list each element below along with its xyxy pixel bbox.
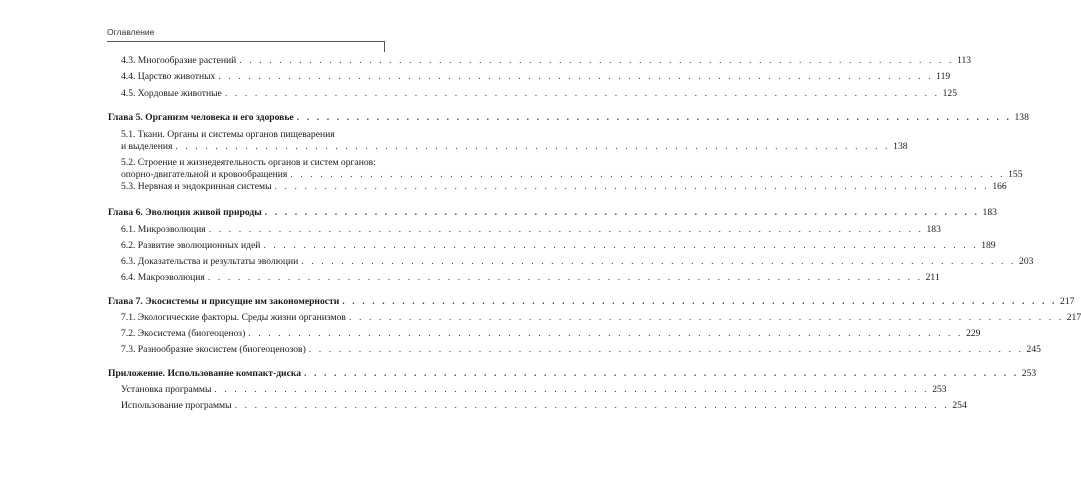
leader-dots: . . . . . . . . . . . . . . . . . . . . . . . . . . . . . . . . . . . . . . . . . . . . . . . . . . . . . . . . . . . . . . . . . . . . . . . .: [175, 141, 891, 152]
toc-entry-title-line1: 5.1. Ткани. Органы и системы органов пищеварения: [121, 129, 335, 140]
toc-entry-title: опорно-двигательной и кровообращения: [121, 169, 288, 180]
toc-entry-title: Использование программы: [121, 400, 232, 411]
toc-entry-page: 155: [1008, 169, 1023, 180]
leader-dots: . . . . . . . . . . . . . . . . . . . . . . . . . . . . . . . . . . . . . . . . . . . . . . . . . . . . . . . . . . . . . . . . . . . . . . . .: [248, 328, 964, 339]
toc-entry: [0, 312, 1081, 324]
toc-entry-page: 217: [1060, 296, 1075, 307]
leader-dots: . . . . . . . . . . . . . . . . . . . . . . . . . . . . . . . . . . . . . . . . . . . . . . . . . . . . . . . . . . . . . . . . . . . . . . . .: [239, 55, 955, 66]
toc-entry: [0, 256, 1034, 268]
toc-entry-title-line1: 5.2. Строение и жизнедеятельность органов и систем органов:: [121, 157, 376, 168]
leader-dots: . . . . . . . . . . . . . . . . . . . . . . . . . . . . . . . . . . . . . . . . . . . . . . . . . . . . . . . . . . . . . . . . . . . . . . . .: [208, 224, 924, 235]
toc-chapter-entry: [0, 368, 1037, 380]
toc-entry-title: 7.3. Разнообразие экосистем (биогеоценозов): [121, 344, 306, 355]
toc-entry: [0, 181, 1007, 193]
toc-entry-page: 183: [926, 224, 941, 235]
toc-entry-page: 189: [981, 240, 996, 251]
toc-entry-title: 5.3. Нервная и эндокринная системы: [121, 181, 272, 192]
toc-entry-title: 4.4. Царство животных: [121, 71, 216, 82]
toc-entry-page: 183: [982, 207, 997, 218]
toc-entry-page: 217: [1066, 312, 1081, 323]
leader-dots: . . . . . . . . . . . . . . . . . . . . . . . . . . . . . . . . . . . . . . . . . . . . . . . . . . . . . . . . . . . . . . . . . . . . . . . .: [342, 296, 1058, 307]
toc-entry-title: 6.3. Доказательства и результаты эволюции: [121, 256, 299, 267]
toc-chapter-title: Глава 6. Эволюция живой природы: [108, 207, 262, 218]
leader-dots: . . . . . . . . . . . . . . . . . . . . . . . . . . . . . . . . . . . . . . . . . . . . . . . . . . . . . . . . . . . . . . . . . . . . . . . .: [264, 207, 980, 218]
leader-dots: . . . . . . . . . . . . . . . . . . . . . . . . . . . . . . . . . . . . . . . . . . . . . . . . . . . . . . . . . . . . . . . . . . . . . . . .: [218, 71, 934, 82]
leader-dots: . . . . . . . . . . . . . . . . . . . . . . . . . . . . . . . . . . . . . . . . . . . . . . . . . . . . . . . . . . . . . . . . . . . . . . . .: [234, 400, 950, 411]
toc-entry-title: 7.2. Экосистема (биогеоценоз): [121, 328, 246, 339]
toc-chapter-title: Приложение. Использование компакт-диска: [108, 368, 302, 379]
toc-entry: [0, 400, 967, 412]
toc-entry-page: 229: [966, 328, 981, 339]
leader-dots: . . . . . . . . . . . . . . . . . . . . . . . . . . . . . . . . . . . . . . . . . . . . . . . . . . . . . . . . . . . . . . . . . . . . . . . .: [308, 344, 1024, 355]
toc-entry-page: 166: [992, 181, 1007, 192]
leader-dots: . . . . . . . . . . . . . . . . . . . . . . . . . . . . . . . . . . . . . . . . . . . . . . . . . . . . . . . . . . . . . . . . . . . . . . . .: [348, 312, 1064, 323]
toc-chapter-title: Глава 5. Организм человека и его здоровье: [108, 112, 294, 123]
toc-entry-title: Установка программы: [121, 384, 212, 395]
toc-entry-title: и выделения: [121, 141, 173, 152]
toc-entry: [0, 55, 972, 67]
leader-dots: . . . . . . . . . . . . . . . . . . . . . . . . . . . . . . . . . . . . . . . . . . . . . . . . . . . . . . . . . . . . . . . . . . . . . . . .: [304, 368, 1019, 379]
toc-entry: [0, 328, 981, 340]
toc-entry-title: 6.1. Микроэволюция: [121, 224, 206, 235]
toc-entry: [0, 344, 1041, 356]
toc-chapter-entry: [0, 207, 997, 219]
toc-entry: [0, 240, 996, 252]
toc-entry-page: 245: [1026, 344, 1041, 355]
toc-entry-page: 138: [893, 141, 908, 152]
toc-entry-page: 119: [936, 71, 951, 82]
toc-entry: [0, 71, 951, 83]
toc-entry-page: 254: [952, 400, 967, 411]
leader-dots: . . . . . . . . . . . . . . . . . . . . . . . . . . . . . . . . . . . . . . . . . . . . . . . . . . . . . . . . . . . . . . . . . . . . . . . .: [274, 181, 990, 192]
toc-entry-page: 113: [957, 55, 972, 66]
toc-chapter-title: Глава 7. Экосистемы и присущие им закономерности: [108, 296, 340, 307]
toc-entry: [0, 157, 1023, 181]
leader-dots: . . . . . . . . . . . . . . . . . . . . . . . . . . . . . . . . . . . . . . . . . . . . . . . . . . . . . . . . . . . . . . . . . . . . . . . .: [301, 256, 1017, 267]
leader-dots: . . . . . . . . . . . . . . . . . . . . . . . . . . . . . . . . . . . . . . . . . . . . . . . . . . . . . . . . . . . . . . . . . . . . . . . .: [263, 240, 979, 251]
toc-entry: [0, 129, 908, 153]
leader-dots: . . . . . . . . . . . . . . . . . . . . . . . . . . . . . . . . . . . . . . . . . . . . . . . . . . . . . . . . . . . . . . . . . . . . . . . .: [290, 169, 1006, 180]
running-head-title: Оглавление: [107, 27, 155, 37]
toc-entry-page: 203: [1019, 256, 1034, 267]
toc-entry: [0, 224, 941, 236]
toc-entry: [0, 272, 940, 284]
toc-entry: [0, 384, 947, 396]
toc-entry-page: 138: [1014, 112, 1029, 123]
leader-dots: . . . . . . . . . . . . . . . . . . . . . . . . . . . . . . . . . . . . . . . . . . . . . . . . . . . . . . . . . . . . . . . . . . . . . . . .: [224, 88, 940, 99]
toc-entry-page: 253: [1021, 368, 1037, 379]
leader-dots: . . . . . . . . . . . . . . . . . . . . . . . . . . . . . . . . . . . . . . . . . . . . . . . . . . . . . . . . . . . . . . . . . . . . . . . .: [207, 272, 923, 283]
toc-entry-title: 6.2. Развитие эволюционных идей: [121, 240, 261, 251]
toc-entry-title: 4.5. Хордовые животные: [121, 88, 222, 99]
toc-entry: [0, 88, 957, 100]
leader-dots: . . . . . . . . . . . . . . . . . . . . . . . . . . . . . . . . . . . . . . . . . . . . . . . . . . . . . . . . . . . . . . . . . . . . . . . .: [214, 384, 930, 395]
toc-chapter-entry: [0, 296, 1075, 308]
toc-entry-page: 125: [942, 88, 957, 99]
toc-entry-page: 253: [932, 384, 947, 395]
toc-chapter-entry: [0, 112, 1029, 124]
toc-entry-title: 7.1. Экологические факторы. Среды жизни организмов: [121, 312, 346, 323]
toc-entry-title: 6.4. Макроэволюция: [121, 272, 205, 283]
toc-entry-title: 4.3. Многообразие растений: [121, 55, 237, 66]
leader-dots: . . . . . . . . . . . . . . . . . . . . . . . . . . . . . . . . . . . . . . . . . . . . . . . . . . . . . . . . . . . . . . . . . . . . . . . .: [296, 112, 1012, 123]
toc-entry-page: 211: [925, 272, 940, 283]
